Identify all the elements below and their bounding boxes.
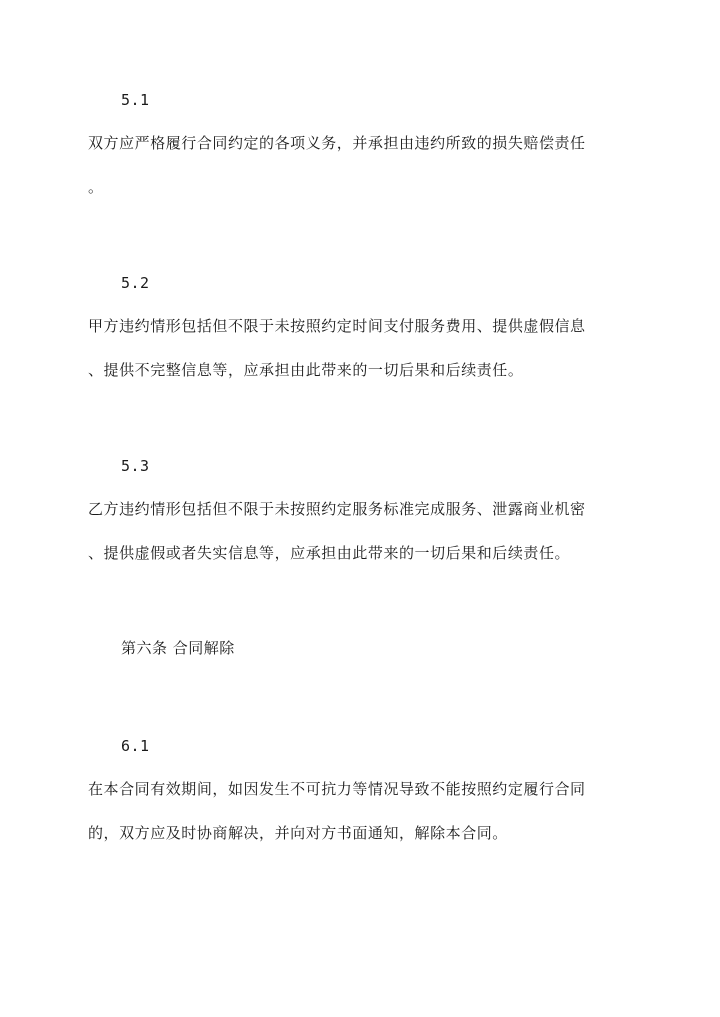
clause-5-2-line-2: 、提供不完整信息等，应承担由此带来的一切后果和后续责任。	[88, 361, 524, 379]
section-heading: 第六条 合同解除	[121, 639, 235, 657]
clause-number-6-1: 6.1	[121, 737, 150, 755]
clause-5-3-line-2: 、提供虚假或者失实信息等，应承担由此带来的一切后果和后续责任。	[88, 544, 571, 562]
clause-6-1-line-1: 在本合同有效期间，如因发生不可抗力等情况导致不能按照约定履行合同	[88, 780, 586, 798]
clause-5-3-line-1: 乙方违约情形包括但不限于未按照约定服务标准完成服务、泄露商业机密	[88, 500, 586, 518]
clause-number-5-3: 5.3	[121, 457, 150, 475]
clause-5-1-line-1: 双方应严格履行合同约定的各项义务，并承担由违约所致的损失赔偿责任	[88, 134, 586, 152]
clause-5-2-line-1: 甲方违约情形包括但不限于未按照约定时间支付服务费用、提供虚假信息	[88, 317, 586, 335]
clause-6-1-line-2: 的，双方应及时协商解决，并向对方书面通知，解除本合同。	[88, 824, 508, 842]
clause-number-5-2: 5.2	[121, 274, 150, 292]
clause-5-1-line-2: 。	[88, 178, 104, 196]
clause-number-5-1: 5.1	[121, 91, 150, 109]
